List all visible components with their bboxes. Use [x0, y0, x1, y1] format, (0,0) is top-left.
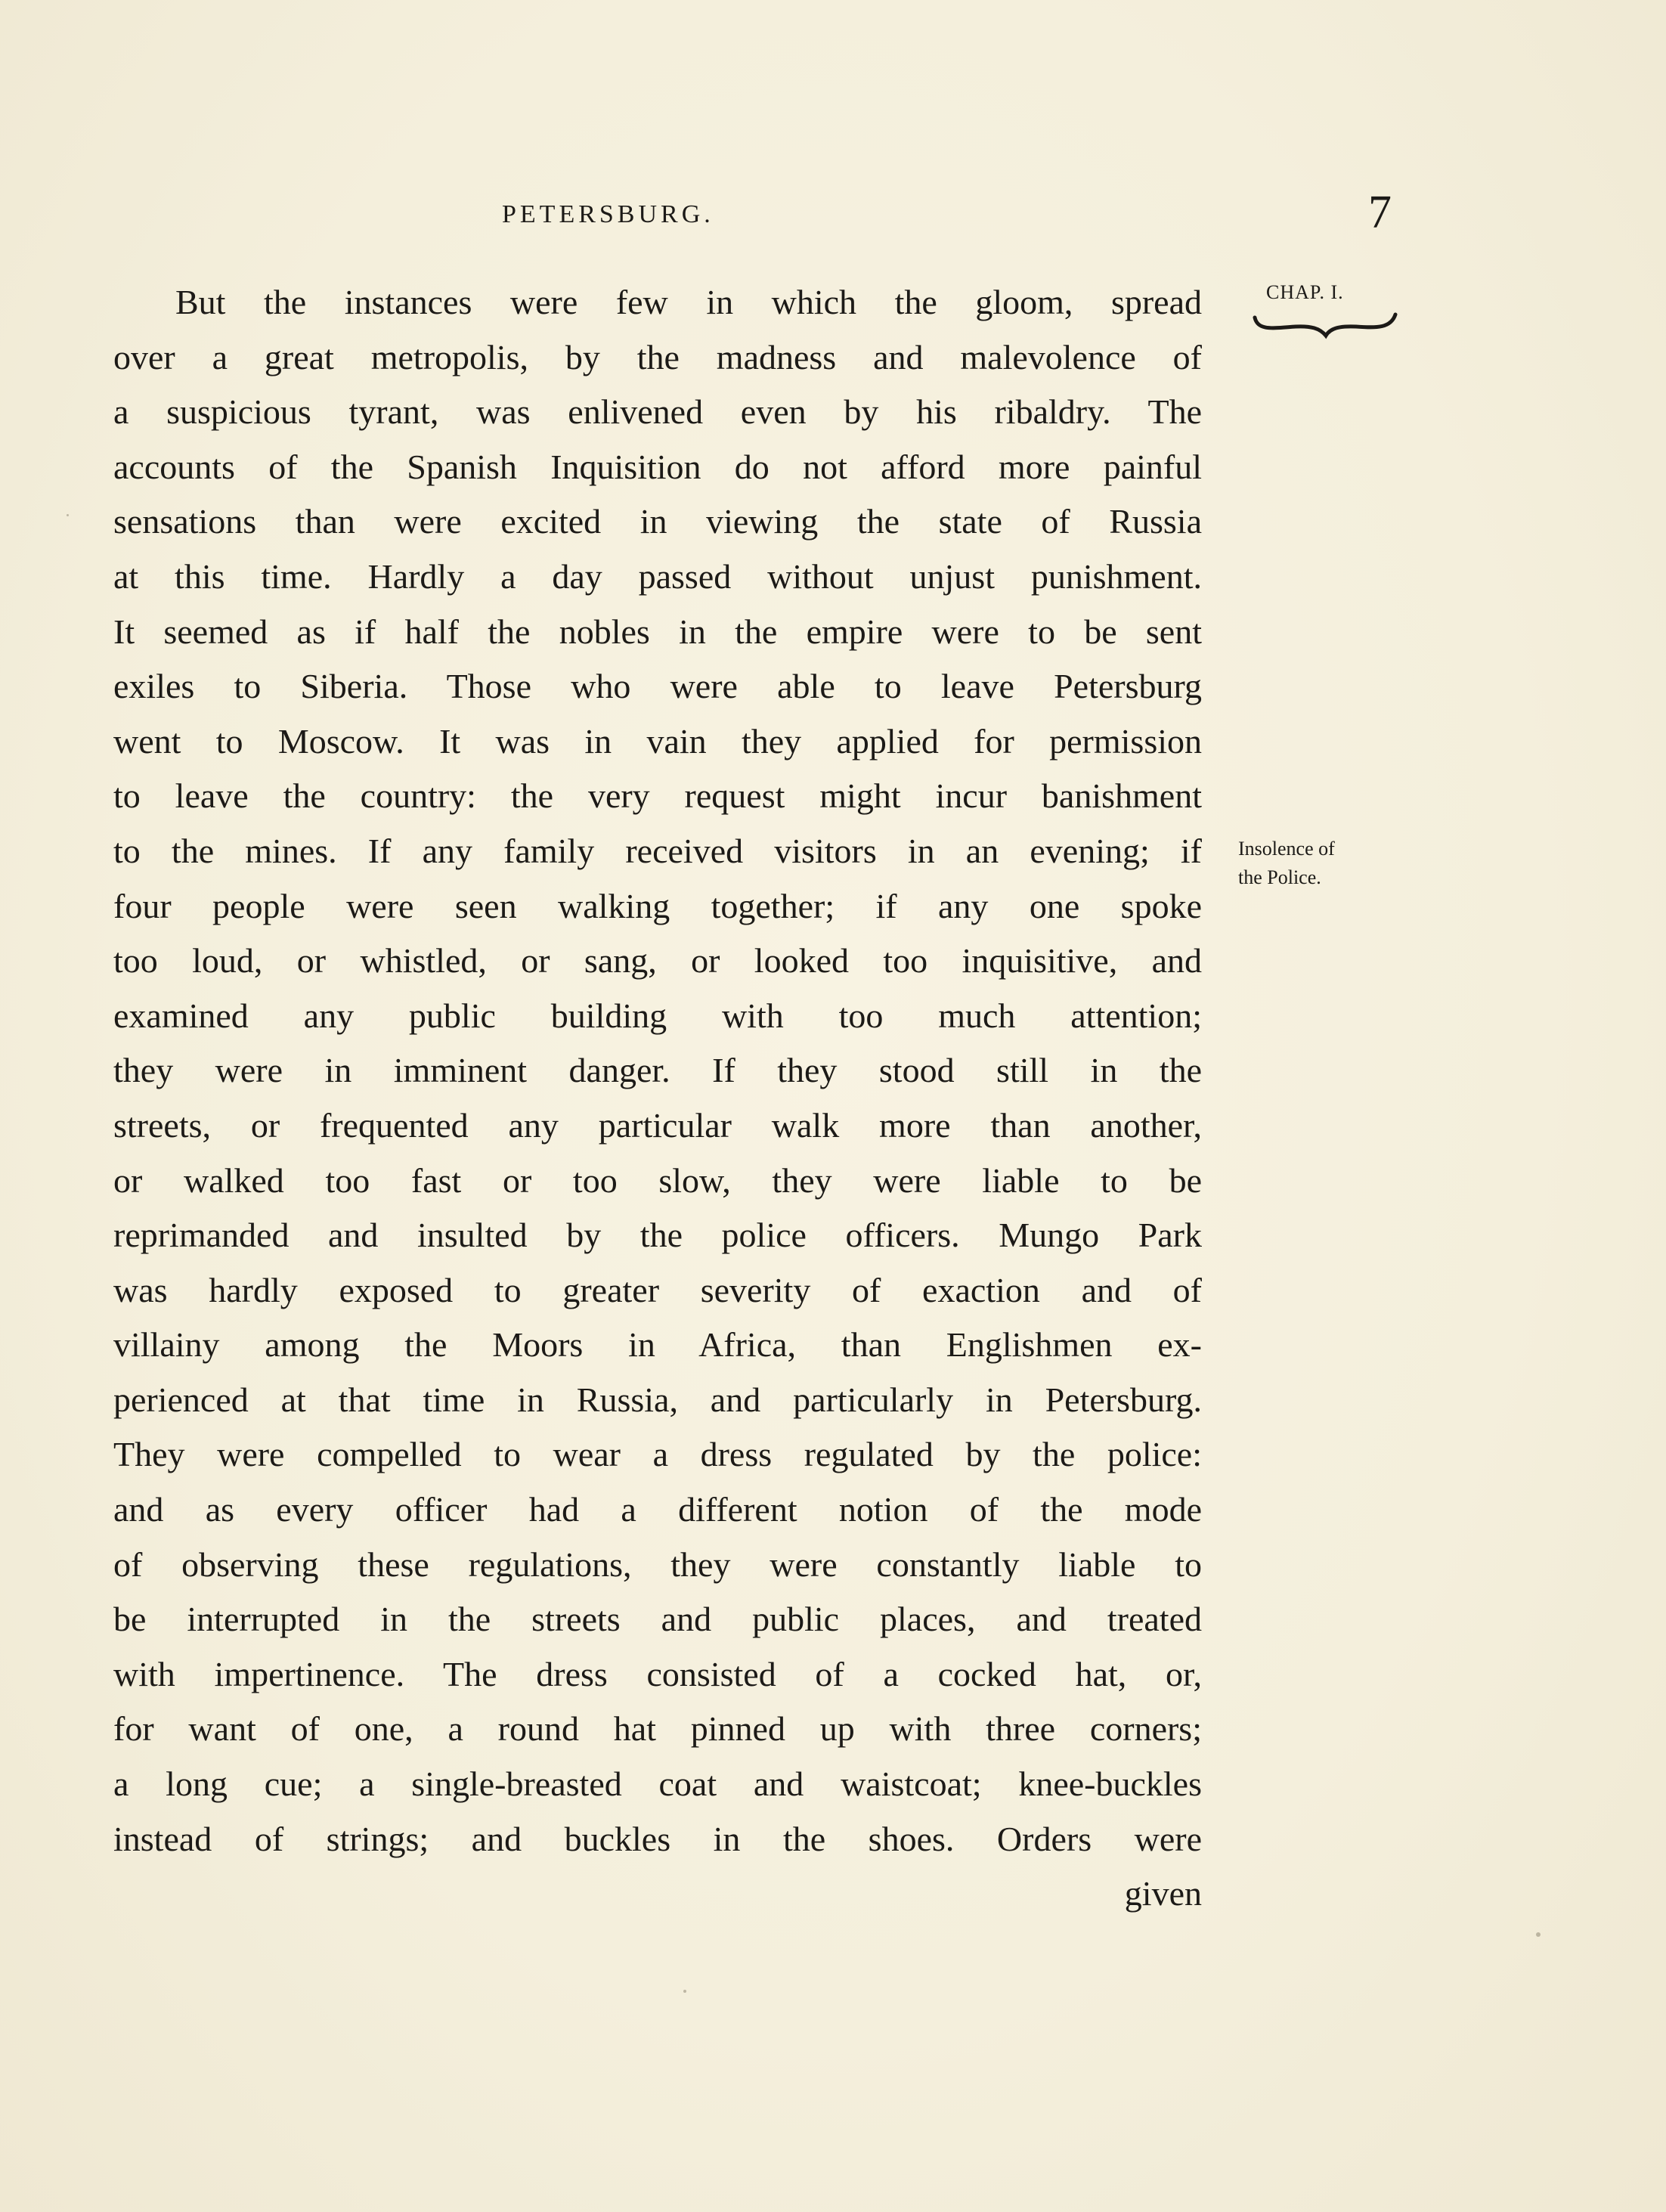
text-line: they were in imminent danger. If they stood still in the — [113, 1051, 1202, 1090]
text-line: a suspicious tyrant, was enlivened even by his ribaldry. The — [113, 392, 1202, 432]
text-line: or walked too fast or too slow, they were liable to be — [113, 1160, 1202, 1200]
text-line: instead of strings; and buckles in the shoes. Orders were — [113, 1819, 1202, 1858]
text-line: of observing these regulations, they were constantly liable to — [113, 1544, 1202, 1584]
marginal-note-line: Insolence of — [1238, 838, 1335, 860]
marginal-note-line: the Police. — [1238, 866, 1321, 888]
running-head: PETERSBURG. — [502, 200, 714, 228]
text-line: streets, or frequented any particular walk more than another, — [113, 1105, 1202, 1145]
text-line: perienced at that time in Russia, and particularly in Petersburg. — [113, 1380, 1202, 1419]
text-line: villainy among the Moors in Africa, than Englishmen ex- — [113, 1325, 1202, 1365]
text-line: accounts of the Spanish Inquisition do not afford more painful — [113, 447, 1202, 486]
text-line: be interrupted in the streets and public places, and treated — [113, 1600, 1202, 1639]
chapter-brace-icon — [1250, 305, 1398, 345]
text-line: sensations than were excited in viewing the state of Russia — [113, 502, 1202, 541]
text-line: and as every officer had a different notion of the mode — [113, 1490, 1202, 1529]
text-line: for want of one, a round hat pinned up with three corners; — [113, 1709, 1202, 1749]
text-line: They were compelled to wear a dress regulated by the police: — [113, 1435, 1202, 1474]
text-line: at this time. Hardly a day passed without unjust punishment. — [113, 556, 1202, 596]
text-line: a long cue; a single-breasted coat and waistcoat; knee-buckles — [113, 1764, 1202, 1804]
text-line: But the instances were few in which the gloom, spread — [175, 283, 1202, 321]
catchword: given — [1124, 1874, 1202, 1913]
text-line: was hardly exposed to greater severity of exaction and of — [113, 1270, 1202, 1309]
text-line: to the mines. If any family received visitors in an evening; if — [113, 831, 1202, 870]
body-text — [113, 275, 1202, 1922]
text-line: over a great metropolis, by the madness and malevolence of — [113, 337, 1202, 376]
text-line: too loud, or whistled, or sang, or looked too inquisitive, and — [113, 941, 1202, 981]
paper-speck — [67, 514, 69, 516]
paper-speck — [683, 1990, 686, 1993]
text-line: went to Moscow. It was in vain they applied for permission — [113, 721, 1202, 761]
text-line: exiles to Siberia. Those who were able to leave Petersburg — [113, 667, 1202, 706]
text-line: to leave the country: the very request might incur banishment — [113, 776, 1202, 816]
marginal-note — [1238, 835, 1382, 892]
chapter-label: CHAP. I. — [1266, 281, 1344, 303]
text-line: It seemed as if half the nobles in the empire were to be sent — [113, 612, 1202, 651]
page-number: 7 — [1368, 187, 1392, 238]
text-line: with impertinence. The dress consisted of a cocked hat, or, — [113, 1654, 1202, 1693]
text-line: examined any public building with too much attention; — [113, 996, 1202, 1035]
text-line: four people were seen walking together; if any one spoke — [113, 886, 1202, 925]
paper-speck — [1536, 1932, 1541, 1937]
text-line: reprimanded and insulted by the police officers. Mungo Park — [113, 1216, 1202, 1255]
